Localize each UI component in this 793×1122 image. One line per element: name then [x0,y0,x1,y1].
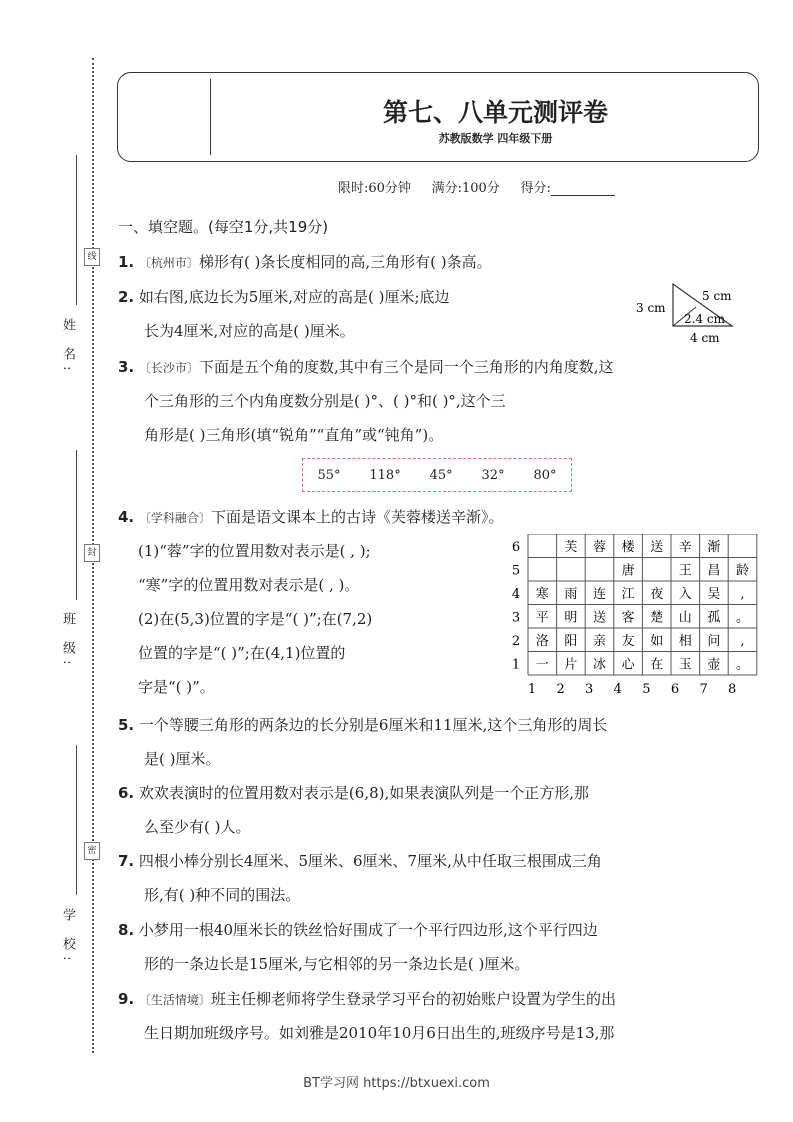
question-text: 一个等腰三角形的两条边的长分别是6厘米和11厘米,这个三角形的周长 [138,716,608,734]
question-text: 欢欢表演时的位置用数对表示是(6,8),如果表演队列是一个正方形,那 [138,784,590,802]
angle-value: 118° [369,467,401,483]
grid-char: 雨 [564,586,578,602]
fig-label-b: 5 cm [702,289,732,303]
triangle-figure [632,280,742,346]
line-mark-box: 线 [84,248,100,266]
grid-char: 相 [678,633,692,649]
question-number: 3. [118,358,135,376]
fig-label-c: 2.4 cm [684,312,725,326]
question-text: 小梦用一根40厘米长的铁丝恰好围成了一个平行四边形,这个平行四边 [138,921,598,939]
page-title: 第七、八单元测评卷 [382,98,608,127]
question-1 [118,245,492,280]
poem-grid [510,534,760,704]
question-number: 6. [118,784,135,802]
grid-char: 蓉 [592,539,607,555]
grid-char: 。 [735,657,750,673]
question-4-part-1b: “寒”字的位置用数对表示是( , )。 [138,576,360,594]
grid-char: 入 [678,586,692,602]
grid-char: 送 [592,610,607,626]
grid-char: , [740,586,745,602]
grid-char: 洛 [535,633,549,649]
grid-char: 寒 [535,586,549,602]
page-subtitle: 苏教版数学 四年级下册 [438,132,553,145]
question-text: 如右图,底边长为5厘米,对应的高是( )厘米;底边 [138,288,450,306]
question-8 [118,913,598,947]
grid-char: 明 [564,610,578,626]
grid-char: 江 [621,586,635,602]
question-number: 1. [118,253,135,271]
question-4 [118,500,503,535]
question-text: 下面是五个角的度数,其中有三个是同一个三角形的内角度数,这 [198,358,614,376]
score-label: 得分: [520,181,551,196]
row-label: 3 [511,610,521,626]
question-number: 4. [118,508,135,526]
question-text: 梯形有( )条长度相同的高,三角形有( )条高。 [198,253,492,271]
grid-char: 楚 [650,610,664,626]
question-2 [118,280,450,314]
title-box [117,72,759,162]
exam-info [338,177,615,196]
grid-char: 在 [650,657,664,673]
secret-mark-box: 密 [84,842,100,860]
question-9-cont: 生日期加班级序号。如刘雅是2010年10月6日出生的,班级序号是13,那 [144,1024,615,1042]
grid-char: 心 [621,657,635,673]
grid-char: 昌 [707,563,721,579]
grid-char: 平 [535,610,549,626]
question-text: 下面是语文课本上的古诗《芙蓉楼送辛渐》。 [210,508,504,526]
row-label: 6 [511,539,521,555]
school-label: 学 校: [60,908,75,967]
question-text: 班主任柳老师将学生登录学习平台的初始账户设置为学生的出 [210,990,616,1008]
school-underline [76,745,77,895]
question-9 [118,982,616,1017]
grid-char: 一 [535,657,549,673]
grid-char: 阳 [564,633,578,649]
grid-char: 连 [592,586,607,602]
grid-char: 客 [621,610,635,626]
question-4-part-2a: (2)在(5,3)位置的字是“( )”;在(7,2) [138,610,373,628]
grid-char: 孤 [707,610,721,626]
grid-char: 渐 [707,539,721,555]
source-tag: 〔杭州市〕 [138,256,199,270]
question-3-cont-1: 个三角形的三个内角度数分别是( )°、( )°和( )°,这个三 [144,392,506,410]
grid-char: 王 [678,563,692,579]
seal-mark-box: 封 [84,544,100,562]
col-label: 2 [556,682,565,697]
grid-char: 吴 [707,586,721,602]
grid-char: 芙 [564,539,578,555]
question-number: 8. [118,921,135,939]
col-label: 8 [728,682,737,697]
angle-value: 45° [429,467,453,483]
grid-char: 唐 [621,563,635,579]
grid-char: 玉 [678,657,692,673]
question-number: 2. [118,288,135,306]
grid-char: 如 [650,633,664,649]
question-6 [118,776,589,810]
question-3-cont-2: 角形是( )三角形(填“锐角”“直角”或“钝角”)。 [144,426,444,444]
question-6-cont: 么至少有( )人。 [144,818,251,836]
grid-char: 夜 [650,586,664,602]
question-7 [118,844,602,878]
question-8-cont: 形的一条边长是15厘米,与它相邻的另一条边长是( )厘米。 [144,955,530,973]
col-label: 7 [699,682,708,697]
binding-margin [0,0,100,1122]
source-tag: 〔长沙市〕 [138,361,199,375]
question-5 [118,708,607,742]
row-label: 2 [511,633,521,649]
question-number: 5. [118,716,135,734]
class-underline [76,450,77,600]
question-3 [118,350,613,385]
grid-char: 楼 [621,539,635,555]
col-label: 4 [613,682,622,697]
col-label: 5 [642,682,651,697]
row-label: 4 [511,586,521,602]
question-7-cont: 形,有( )种不同的围法。 [144,886,301,904]
grid-char: 龄 [735,563,750,579]
question-4-part-1a: (1)“蓉”字的位置用数对表示是( , ); [138,542,371,560]
angle-value: 80° [533,467,557,483]
col-label: 1 [527,682,537,697]
grid-char: 问 [707,633,721,649]
question-4-part-2b: 位置的字是“( )”;在(4,1)位置的 [138,644,346,662]
footer-watermark: BT学习网 https://btxuexi.com [303,1076,490,1091]
full-score: 满分:100分 [431,181,500,196]
class-label: 班 级: [60,612,75,671]
col-label: 3 [585,682,594,697]
grid-char: 壶 [707,657,721,673]
grid-char: 。 [735,610,750,626]
angle-list [302,458,572,492]
question-2-cont: 长为4厘米,对应的高是( )厘米。 [144,322,355,340]
source-tag: 〔生活情境〕 [138,993,211,1007]
grid-char: 山 [678,610,692,626]
source-tag: 〔学科融合〕 [138,511,211,525]
grid-char: 友 [621,633,635,649]
question-number: 9. [118,990,135,1008]
angle-value: 55° [317,467,341,483]
question-4-part-2c: 字是“( )”。 [138,678,215,696]
name-underline [76,155,77,305]
name-label: 姓 名: [60,318,75,377]
grid-char: 冰 [592,657,607,673]
grid-char: 片 [564,657,578,673]
grid-char: 送 [650,539,664,555]
grid-char: 辛 [678,539,692,555]
section-heading: 一、填空题。(每空1分,共19分) [118,218,329,236]
time-limit: 限时:60分钟 [338,181,411,196]
question-number: 7. [118,852,135,870]
row-label: 1 [511,657,521,673]
row-label: 5 [511,563,521,579]
question-text: 四根小棒分别长4厘米、5厘米、6厘米、7厘米,从中任取三根围成三角 [138,852,602,870]
col-label: 6 [670,682,680,697]
grid-char: , [740,633,745,649]
question-5-cont: 是( )厘米。 [144,750,221,768]
angle-value: 32° [481,467,505,483]
fig-label-d: 4 cm [690,331,720,345]
score-blank[interactable] [551,182,615,196]
fig-label-a: 3 cm [636,301,666,315]
grid-char: 亲 [592,633,607,649]
